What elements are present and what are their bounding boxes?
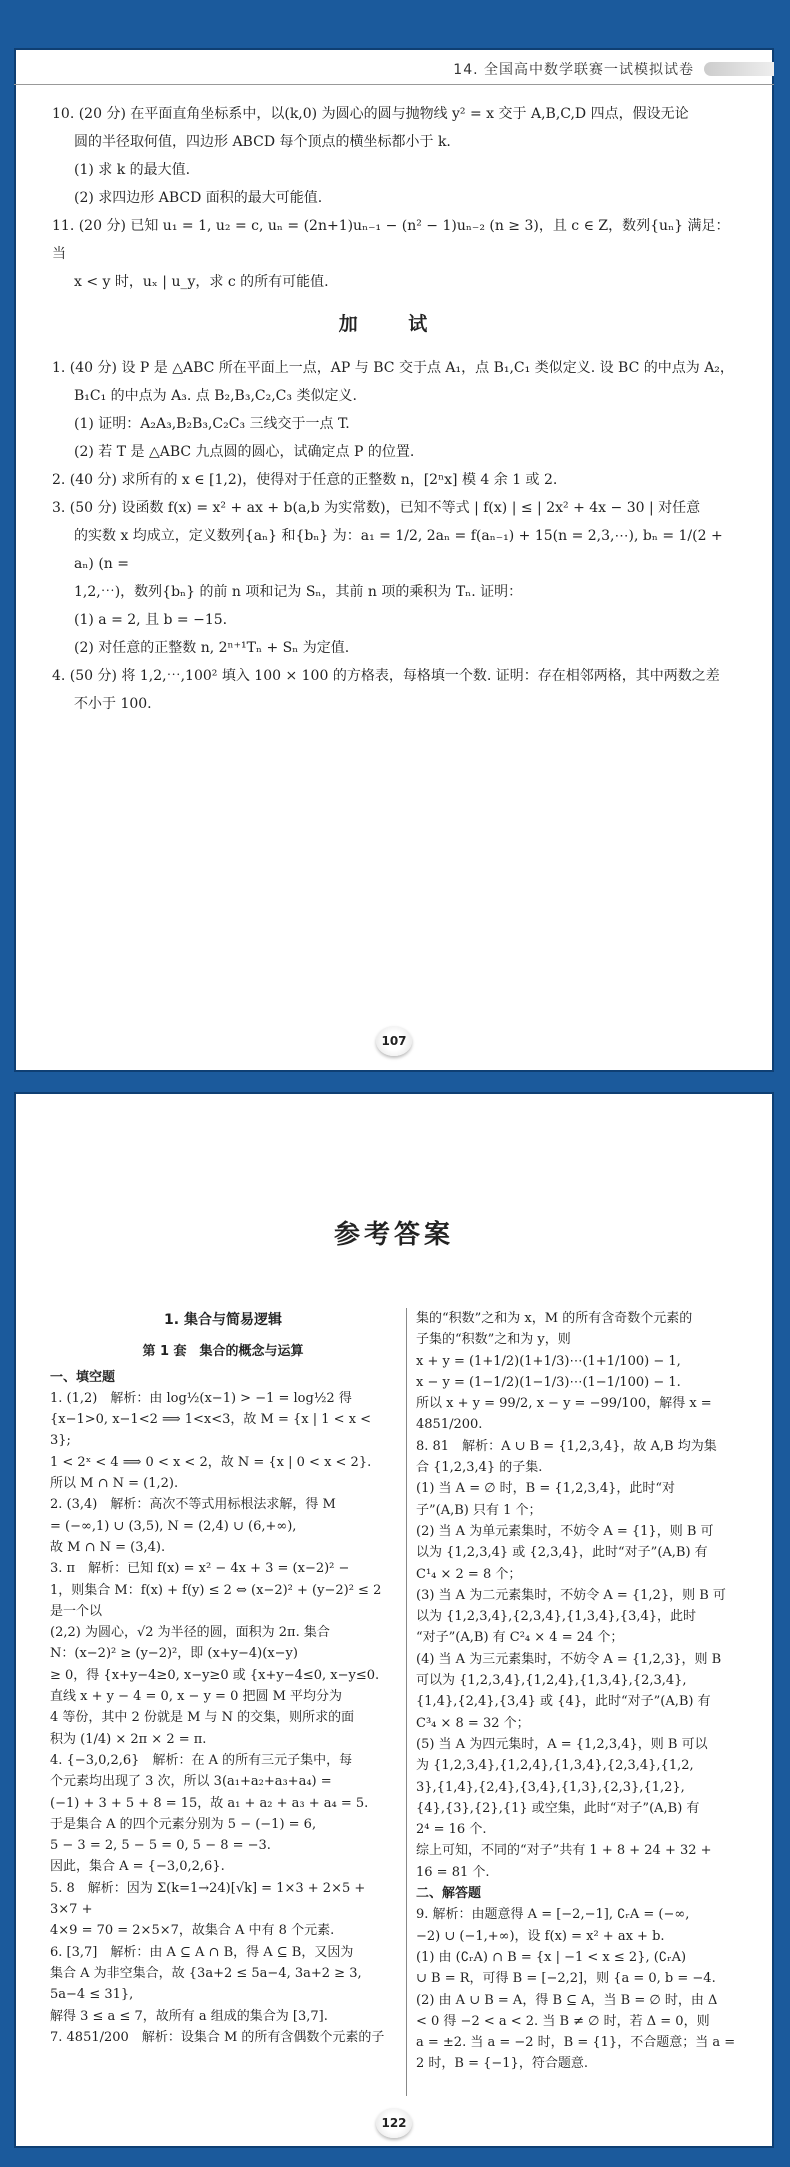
problem-text [52,100,736,718]
answer-line: 6. [3,7] 解析：由 A ⊆ A ∩ B，得 A ⊆ B，又因为 [50,1944,354,1960]
answer-line: 4. {−3,0,2,6} 解析：在 A 的所有三元子集中，每 [50,1752,353,1768]
answer-line: “对子”(A,B) 有 C²₄ × 4 = 24 个； [416,1630,624,1646]
answer-line: 子”(A,B) 只有 1 个； [416,1502,542,1518]
answer-line: {1,4},{2,4},{3,4} 或 {4}，此时“对子”(A,B) 有 [416,1694,711,1710]
right-column [416,1308,746,2075]
answer-line: N：(x−2)² ≥ (y−2)²，即 (x+y−4)(x−y) [50,1646,298,1662]
answer-line: 以为 {1,2,3,4} 或 {2,3,4}，此时“对子”(A,B) 有 [416,1545,708,1561]
answer-line: 解得 3 ≤ a ≤ 7，故所有 a 组成的集合为 [3,7]. [50,2008,328,2024]
answer-line: (1) 当 A = ∅ 时，B = {1,2,3,4}，此时“对 [416,1481,676,1497]
answer-line: 1 < 2ˣ < 4 ⟹ 0 < x < 2，故 N = {x | 0 < x < 2}. [50,1454,372,1470]
answer-line: (2) 由 A ∪ B = A，得 B ⊆ A，当 B = ∅ 时，由 Δ [416,1992,718,2008]
text-line: x < y 时，uₓ | u_y，求 c 的所有可能值. [74,274,329,290]
text-line: (2) 若 T 是 △ABC 九点圆的圆心，试确定点 P 的位置. [74,444,415,460]
answer-line: (4) 当 A 为三元素集时，不妨令 A = {1,2,3}，则 B [416,1651,722,1667]
text-line: 2. (40 分) 求所有的 x ∈ [1,2)，使得对于任意的正整数 n，[2ⁿx] 模 4 余 1 或 2. [52,472,558,488]
text-line: 10. (20 分) 在平面直角坐标系中，以(k,0) 为圆心的圆与抛物线 y² = x 交于 A,B,C,D 四点，假设无论 [52,106,689,122]
answer-line: 9. 解析：由题意得 A = [−2,−1], ∁ᵣA = (−∞, [416,1907,690,1923]
header-title: 14. 全国高中数学联赛一试模拟试卷 [453,62,694,78]
text-line: 1,2,⋯)，数列{bₙ} 的前 n 项和记为 Sₙ，其前 n 项的乘积为 Tₙ. 证明： [74,584,523,600]
text-line: 1. (40 分) 设 P 是 △ABC 所在平面上一点，AP 与 BC 交于点 A₁，点 B₁,C₁ 类似定义. 设 BC 的中点为 A₂， [52,360,734,376]
page-number: 107 [376,1026,412,1056]
page-number-area [14,1026,774,1056]
text-line: 圆的半径取何值，四边形 ABCD 每个顶点的横坐标都小于 k. [74,134,451,150]
answer-line: 5 − 3 = 2, 5 − 5 = 0, 5 − 8 = −3. [50,1838,271,1854]
page-number-area [14,2108,774,2138]
column-divider [406,1308,407,2096]
section-title: 加 试 [338,313,450,335]
section-heading: 二、解答题 [416,1886,482,1902]
answer-line: (2,2) 为圆心，√2 为半径的圆，面积为 2π. 集合 [50,1625,330,1641]
answer-line: 因此，集合 A = {−3,0,2,6}. [50,1859,225,1875]
answer-line: ≥ 0，得 {x+y−4≥0, x−y≥0 或 {x+y−4≤0, x−y≤0. [50,1667,380,1683]
section-heading: 一、填空题 [50,1369,116,1385]
answer-line: < 0 得 −2 < a < 2. 当 B ≠ ∅ 时，若 Δ = 0，则 [416,2013,710,2029]
answer-line: 个元素均出现了 3 次，所以 3(a₁+a₂+a₃+a₄) = [50,1774,332,1790]
text-line: 3. (50 分) 设函数 f(x) = x² + ax + b(a,b 为实常数)，已知不等式 | f(x) | ≤ | 2x² + 4x − 30 | 对任意 [52,500,701,516]
answer-line: C¹₄ × 2 = 8 个； [416,1566,522,1582]
answer-line: x − y = (1−1/2)(1−1/3)⋯(1−1/100) − 1. [416,1374,681,1390]
text-line: (1) 求 k 的最大值. [74,162,191,178]
text-line: 的实数 x 均成立，定义数列{aₙ} 和{bₙ} 为：a₁ = 1/2, 2aₙ = f(aₙ₋₁) + 15(n = 2,3,⋯), bₙ = 1/(2 + aₙ) (n = [74,528,723,572]
answer-line: 所以 x + y = 99/2, x − y = −99/100，解得 x = 4851/200. [416,1396,712,1433]
left-column [50,1308,396,2048]
lesson-title: 第 1 套 集合的概念与运算 [142,1344,304,1360]
chapter-title: 1. 集合与简易逻辑 [164,1312,282,1328]
answer-line: 1. (1,2) 解析：由 log½(x−1) > −1 = log½2 得 [50,1390,352,1406]
text-line: (2) 对任意的正整数 n, 2ⁿ⁺¹Tₙ + Sₙ 为定值. [74,640,350,656]
answer-line: 合 {1,2,3,4} 的子集. [416,1460,543,1476]
answer-line: 3},{1,4},{2,4},{3,4},{1,3},{2,3},{1,2}, [416,1779,685,1795]
answer-line: 故 M ∩ N = (3,4). [50,1539,166,1555]
answer-line: 直线 x + y − 4 = 0, x − y = 0 把圆 M 平均分为 [50,1689,343,1705]
answer-line: 子集的“积数”之和为 y，则 [416,1332,571,1348]
answer-line: 集的“积数”之和为 x，M 的所有含奇数个元素的 [416,1311,693,1326]
answer-line: 于是集合 A 的四个元素分别为 5 − (−1) = 6, [50,1816,317,1832]
answer-line: 以为 {1,2,3,4},{2,3,4},{1,3,4},{3,4}，此时 [416,1609,697,1625]
answer-line: C³₄ × 8 = 32 个； [416,1715,530,1731]
text-line: (2) 求四边形 ABCD 面积的最大可能值. [74,190,323,206]
answer-line: 2⁴ = 16 个. [416,1822,487,1838]
answer-line: 积为 (1/4) × 2π × 2 = π. [50,1731,207,1747]
header-rule [14,84,774,85]
answer-line: x + y = (1+1/2)(1+1/3)⋯(1+1/100) − 1, [416,1353,681,1369]
running-header [453,56,774,82]
text-line: (1) a = 2, 且 b = −15. [74,612,228,628]
answer-line: a = ±2. 当 a = −2 时，B = {1}，不合题意；当 a = [416,2035,736,2051]
text-line: 4. (50 分) 将 1,2,⋯,100² 填入 100 × 100 的方格表，每格填一个数. 证明：存在相邻两格，其中两数之差 [52,668,720,684]
answer-line: ∪ B = R，可得 B = [−2,2]，则 {a = 0, b = −4. [416,1971,716,1987]
answer-line: = (−∞,1) ∪ (3,5), N = (2,4) ∪ (6,+∞), [50,1518,297,1534]
answer-line: 所以 M ∩ N = (1,2). [50,1476,179,1492]
page-bottom [14,1092,774,2148]
answer-line: 5. 8 解析：因为 Σ(k=1→24)[√k] = 1×3 + 2×5 + 3×7 + [50,1880,366,1918]
text-line: 不小于 100. [74,696,152,712]
answer-line: 8. 81 解析：A ∪ B = {1,2,3,4}，故 A,B 均为集 [416,1438,717,1454]
answer-line: {x−1>0, x−1<2 ⟹ 1<x<3，故 M = {x | 1 < x < 3}; [50,1412,372,1449]
answer-line: 4 等份，其中 2 份就是 M 与 N 的交集，则所求的面 [50,1710,355,1726]
answer-line: 集合 A 为非空集合，故 {3a+2 ≤ 5a−4, 3a+2 ≥ 3, 5a−4 ≤ 31}, [50,1965,362,2003]
page-top [14,48,774,1072]
answer-line: 3. π 解析：已知 f(x) = x² − 4x + 3 = (x−2)² − [50,1561,350,1577]
answer-line: (5) 当 A 为四元集时，A = {1,2,3,4}，则 B 可以 [416,1736,708,1752]
answer-line: 16 = 81 个. [416,1864,490,1880]
answer-line: 可以为 {1,2,3,4},{1,2,4},{1,3,4},{2,3,4}, [416,1673,687,1689]
text-line: B₁C₁ 的中点为 A₃. 点 B₂,B₃,C₂,C₃ 类似定义. [74,388,357,404]
answer-line: {4},{3},{2},{1} 或空集，此时“对子”(A,B) 有 [416,1800,700,1816]
answer-line: (1) 由 (∁ᵣA) ∩ B = {x | −1 < x ≤ 2}, (∁ᵣA) [416,1949,687,1965]
answer-line: 2 时，B = {−1}，符合题意. [416,2056,588,2072]
page-title: 参考答案 [333,1220,454,1250]
answer-line: 为 {1,2,3,4},{1,2,4},{1,3,4},{2,3,4},{1,2, [416,1758,694,1774]
page-number: 122 [376,2108,412,2138]
header-decoration [704,62,774,76]
answer-line: 2. (3,4) 解析：高次不等式用标根法求解，得 M [50,1497,336,1513]
answer-line: 1，则集合 M：f(x) + f(y) ≤ 2 ⇔ (x−2)² + (y−2)² ≤ 2 是一个以 [50,1582,382,1619]
answer-line: 综上可知，不同的“对子”共有 1 + 8 + 24 + 32 + [416,1843,712,1859]
answer-line: (3) 当 A 为二元素集时，不妨令 A = {1,2}，则 B 可 [416,1587,726,1603]
answer-line: 7. 4851/200 解析：设集合 M 的所有含偶数个元素的子 [50,2029,385,2045]
text-line: 11. (20 分) 已知 u₁ = 1, u₂ = c, uₙ = (2n+1)uₙ₋₁ − (n² − 1)uₙ₋₂ (n ≥ 3)，且 c ∈ Z，数列{uₙ} 满足：当 [52,218,730,262]
text-line: (1) 证明：A₂A₃,B₂B₃,C₂C₃ 三线交于一点 T. [74,416,350,432]
answer-line: (−1) + 3 + 5 + 8 = 15，故 a₁ + a₂ + a₃ + a₄ = 5. [50,1795,369,1811]
answer-line: −2) ∪ (−1,+∞)，设 f(x) = x² + ax + b. [416,1928,665,1944]
answer-line: (2) 当 A 为单元素集时，不妨令 A = {1}，则 B 可 [416,1523,714,1539]
answer-line: 4×9 = 70 = 2×5×7，故集合 A 中有 8 个元素. [50,1923,335,1939]
